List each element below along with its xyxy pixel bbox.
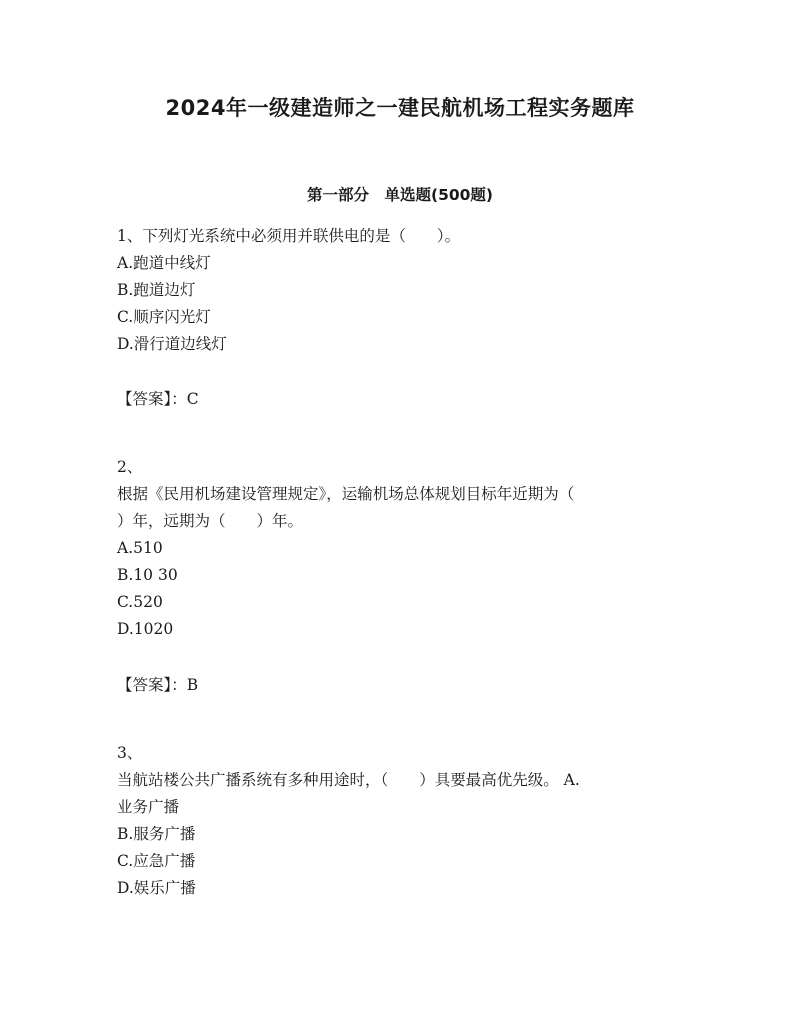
question-1-option-d: D.滑行道边线灯 bbox=[117, 335, 227, 353]
question-1-option-c: C.顺序闪光灯 bbox=[117, 308, 211, 326]
question-2-number: 2、 bbox=[117, 458, 143, 476]
question-3-stem-line-1: 当航站楼公共广播系统有多种用途时，（ ）具要最高优先级。 A. bbox=[117, 771, 580, 789]
question-1-stem: 1、下列灯光系统中必须用并联供电的是（ ）。 bbox=[117, 227, 461, 245]
question-3-option-d: D.娱乐广播 bbox=[117, 879, 196, 897]
question-2-option-b: B.10 30 bbox=[117, 566, 178, 584]
question-3-option-b: B.服务广播 bbox=[117, 825, 196, 843]
question-2-stem-line-1: 根据《民用机场建设管理规定》，运输机场总体规划目标年近期为（ bbox=[117, 485, 575, 503]
question-1-option-a: A.跑道中线灯 bbox=[117, 254, 211, 272]
question-1-option-b: B.跑道边灯 bbox=[117, 281, 196, 299]
question-2-stem-line-2: ）年，远期为（ ）年。 bbox=[117, 512, 304, 530]
question-3-option-c: C.应急广播 bbox=[117, 852, 196, 870]
question-1-answer: 【答案】：C bbox=[117, 390, 199, 408]
question-2-answer: 【答案】：B bbox=[117, 676, 199, 694]
question-2-option-d: D.1020 bbox=[117, 620, 174, 638]
question-3-number: 3、 bbox=[117, 744, 143, 762]
question-2-option-c: C.520 bbox=[117, 593, 163, 611]
question-3-stem-line-2: 业务广播 bbox=[117, 798, 180, 816]
section-heading: 第一部分 单选题(500题) bbox=[306, 186, 494, 204]
question-2-option-a: A.510 bbox=[117, 539, 163, 557]
document-title: 2024年一级建造师之一建民航机场工程实务题库 bbox=[165, 96, 635, 120]
